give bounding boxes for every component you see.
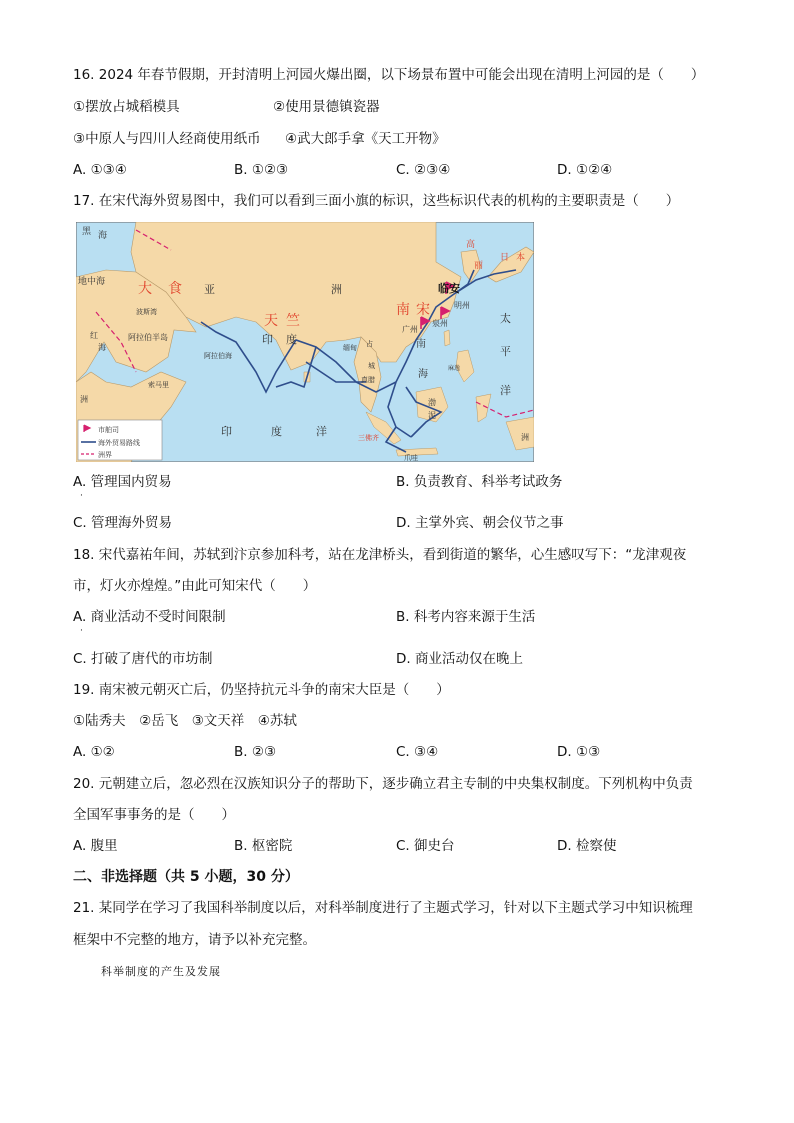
q18-stem-line1: 18. 宋代嘉祐年间，苏轼到汴京参加科考，站在龙津桥头，看到街道的繁华，心生感叹写下：“龙津观夜 xyxy=(73,547,687,563)
map-label-linan: 临安 xyxy=(438,282,460,295)
q16-stem: 16. 2024 年春节假期，开封清明上河园火爆出圈，以下场景布置中可能会出现在清明上河园的是（ ） xyxy=(73,67,705,83)
q21-diagram-caption: 科举制度的产生及发展 xyxy=(101,965,221,978)
q20-option-c: C. 御史台 xyxy=(396,838,455,854)
q21-stem-line2: 框架中不完整的地方，请予以补充完整。 xyxy=(73,932,316,948)
map-label-somalia: 索马里 xyxy=(148,381,169,389)
q18-option-c: C. 打破了唐代的市坊制 xyxy=(73,651,213,667)
q16-option-b: B. ①②③ xyxy=(234,162,289,178)
q16-item-1: ①摆放占城稻模具 xyxy=(73,99,180,115)
q18-option-b: B. 科考内容来源于生活 xyxy=(396,609,536,625)
q19-items: ①陆秀夫 ②岳飞 ③文天祥 ④苏轼 xyxy=(73,713,297,729)
map-label-dashi2: 食 xyxy=(168,281,182,297)
map-label-tai: 太 xyxy=(500,312,511,325)
map-label-yin1: 印 xyxy=(262,333,273,346)
q17-option-b: B. 负责教育、科举考试政务 xyxy=(396,474,563,490)
map-label-tianzhu1: 天 xyxy=(264,313,278,329)
map-label-yang2: 洋 xyxy=(316,425,327,438)
q18-dot-mark: · xyxy=(80,626,83,636)
section-title: 二、非选择题（共 5 小题，30 分） xyxy=(73,869,299,885)
q20-option-d: D. 检察使 xyxy=(557,838,617,854)
map-label-bo: 渤 xyxy=(428,398,436,407)
q16-option-d: D. ①②④ xyxy=(557,162,613,178)
q17-option-d: D. 主掌外宾、朝会仪节之事 xyxy=(396,515,564,531)
q17-option-c: C. 管理海外贸易 xyxy=(73,515,173,531)
map-label-guangzhou: 广州 xyxy=(402,325,418,334)
map-label-zhenla: 真腊 xyxy=(361,376,375,384)
map-label-ya: 亚 xyxy=(204,283,215,296)
q19-option-b: B. ②③ xyxy=(234,744,277,760)
q21-stem-line1: 21. 某同学在学习了我国科举制度以后，对科举制度进行了主题式学习，针对以下主题式学习中知识梳理 xyxy=(73,900,693,916)
map-label-mingzhou: 明州 xyxy=(454,301,470,310)
q16-item-4: ④武大郎手拿《天工开物》 xyxy=(285,131,446,147)
map-label-tianzhu2: 竺 xyxy=(286,313,300,329)
map-label-red2: 海 xyxy=(98,343,106,352)
q20-stem-line1: 20. 元朝建立后，忽必烈在汉族知识分子的帮助下，逐步确立君主专制的中央集权制度。下列机构中负责 xyxy=(73,776,693,792)
map-label-yin2: 印 xyxy=(221,425,232,438)
q19-option-a: A. ①② xyxy=(73,744,115,760)
q20-option-b: B. 枢密院 xyxy=(234,838,293,854)
q17-stem: 17. 在宋代海外贸易图中，我们可以看到三面小旗的标识，这些标识代表的机构的主要职责是（ ） xyxy=(73,193,680,209)
map-label-yang1: 洋 xyxy=(500,384,511,397)
map-label-du1: 度 xyxy=(286,333,297,346)
map-label-nansong1: 南 xyxy=(396,302,410,318)
q18-stem-line2: 市，灯火亦煌煌。”由此可知宋代（ ） xyxy=(73,578,317,594)
map-label-arabiansea: 阿拉伯海 xyxy=(204,352,232,360)
q16-item-3: ③中原人与四川人经商使用纸币 xyxy=(73,131,261,147)
map-label-persian: 波斯湾 xyxy=(136,308,157,316)
map-label-nansong2: 宋 xyxy=(416,302,430,318)
q16-option-c: C. ②③④ xyxy=(396,162,451,178)
map-legend xyxy=(78,420,162,460)
q20-option-a: A. 腹里 xyxy=(73,838,118,854)
map-label-med: 地中海 xyxy=(78,277,106,287)
map-label-du2: 度 xyxy=(271,425,282,438)
map-label-li: 丽 xyxy=(474,261,484,271)
map-label-arabia: 阿拉伯半岛 xyxy=(128,333,168,342)
q20-stem-line2: 全国军事事务的是（ ） xyxy=(73,807,235,823)
map-label-red1: 红 xyxy=(90,331,98,340)
map-label-mayi: 麻逸 xyxy=(448,365,461,372)
map-label-zhou1: 洲 xyxy=(331,283,342,296)
q16-option-a: A. ①③④ xyxy=(73,162,127,178)
map-label-zhaowa: 爪哇 xyxy=(404,454,418,462)
map-label-gao: 高 xyxy=(466,240,476,250)
q18-option-d: D. 商业活动仅在晚上 xyxy=(396,651,523,667)
map-label-sanfoqi: 三佛齐 xyxy=(358,434,379,442)
q18-option-a: A. 商业活动不受时间限制 xyxy=(73,609,226,625)
map-label-nan: 南 xyxy=(416,339,426,350)
map-label-black1: 黑 xyxy=(82,227,92,237)
map-land-taiwan xyxy=(444,330,450,346)
map-label-zhan: 占 xyxy=(366,340,373,348)
map-label-ping: 平 xyxy=(500,345,511,358)
legend-label-port: 市舶司 xyxy=(98,426,119,434)
map-label-black2: 海 xyxy=(98,231,108,241)
map-label-cheng: 城 xyxy=(368,362,375,370)
q17-dot-mark: · xyxy=(80,491,83,501)
map-label-hai: 海 xyxy=(418,369,428,380)
map-label-dashi1: 大 xyxy=(138,281,152,297)
q16-item-2: ②使用景德镇瓷器 xyxy=(273,99,380,115)
q19-option-c: C. ③④ xyxy=(396,744,439,760)
map-label-ri: 日 xyxy=(500,253,510,263)
legend-label-border: 洲界 xyxy=(98,451,112,459)
q17-option-a: A. 管理国内贸易 xyxy=(73,474,172,490)
q19-stem: 19. 南宋被元朝灭亡后，仍坚持抗元斗争的南宋大臣是（ ） xyxy=(73,682,450,698)
song-trade-map xyxy=(76,222,534,462)
map-label-burma: 缅甸 xyxy=(343,344,357,352)
map-label-quanzhou: 泉州 xyxy=(432,319,448,328)
q19-option-d: D. ①③ xyxy=(557,744,601,760)
map-label-ni: 泥 xyxy=(428,411,436,420)
map-label-ben: 本 xyxy=(516,253,526,263)
legend-label-route: 海外贸易路线 xyxy=(98,439,140,447)
map-label-zhou2: 洲 xyxy=(80,395,88,404)
map-label-zhou3: 洲 xyxy=(521,433,529,442)
